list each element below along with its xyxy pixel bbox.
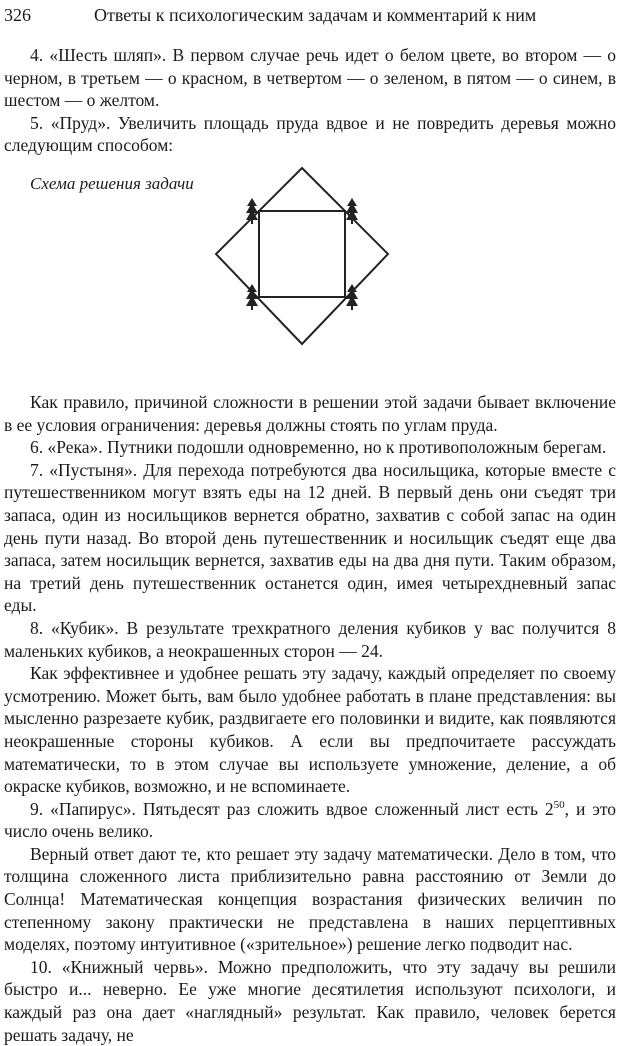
- tree-icon: [246, 198, 258, 224]
- page-number: 326: [4, 5, 31, 25]
- paragraph: 10. «Книжный червь». Можно предположить, что эту задачу вы решили быстро и... неверно. Ее уже многие десятилетия используют психологи, и каждый раз она дает «наглядный» результат. Как правило, человек берется решать задачу, не: [4, 956, 616, 1045]
- paragraph: 4. «Шесть шляп». В первом случае речь идет о белом цвете, во втором — о черном, в третьем — о красном, в четвертом — о зеленом, в пятом — о синем, в шестом — о желтом.: [4, 45, 616, 111]
- running-title: Ответы к психологическим задачам и комментарий к ним: [94, 5, 537, 25]
- exponent: 50: [553, 798, 565, 811]
- page-header: [4, 2, 612, 28]
- text-block-top: [4, 44, 616, 157]
- pond-solution-diagram: [212, 164, 392, 352]
- paragraph: 8. «Кубик». В результате трехкратного деления кубиков у вас получится 8 маленьких кубиков, а неокрашенных сторон — 24.: [4, 617, 616, 661]
- tree-icon: [346, 198, 358, 224]
- paragraph: 5. «Пруд». Увеличить площадь пруда вдвое и не повредить деревья можно следующим способом:: [4, 112, 616, 156]
- pond-diagram-svg: [212, 164, 392, 352]
- paragraph: Как правило, причиной сложности в решении этой задачи бывает включение в ее условия ограничения: деревья должны стоять по углам пруда.: [4, 392, 616, 435]
- paragraph: Верный ответ дают те, кто решает эту задачу математически. Дело в том, что толщина сложенного листа приблизительно равна расстоянию от Земли до Солнца! Математическая концепция возрастания физических величин по степенному закону практически не представлена в наших перцептивных моделях, поэтому интуитивное («зрительное») решение легко подводит нас.: [4, 843, 616, 955]
- paragraph-papyrus: [4, 798, 616, 843]
- original-pond: [259, 211, 345, 297]
- paragraph: 6. «Река». Путники подошли одновременно, но к противоположным берегам.: [30, 437, 607, 458]
- figure-caption: Схема решения задачи: [30, 174, 194, 193]
- text-block-bottom: [4, 391, 616, 1046]
- enlarged-pond: [216, 168, 388, 344]
- text-fragment: , и это число очень велико.: [4, 798, 616, 842]
- paragraph: 7. «Пустыня». Для перехода потребуются два носильщика, которые вместе с путешественником могут взять еды на 12 дней. В первый день они съедят три запаса, один из носильщиков вернется обратно, захватив с собой запас на один день пути назад. Во второй день путешественник и носильщик съедят еще два запаса, затем носильщик вернется, захватив еды на два дня пути. Таким образом, на третий день путешественник останется один, имея четырехдневный запас еды.: [4, 459, 616, 616]
- paragraph: Как эффективнее и удобнее решать эту задачу, каждый определяет по своему усмотрению. Может быть, вам было удобнее работать в плане представления: вы мысленно разрезаете кубик, раздвигаете его половинки и видите, как появляются неокрашенные стороны кубиков. А если вы предпочитаете рассуждать математически, то в этом случае вы используете умножение, деление, а об окраске кубиков, возможно, и не вспоминаете.: [4, 663, 616, 797]
- text-fragment: 9. «Папирус». Пятьдесят раз сложить вдвое сложенный лист есть 2: [30, 798, 554, 819]
